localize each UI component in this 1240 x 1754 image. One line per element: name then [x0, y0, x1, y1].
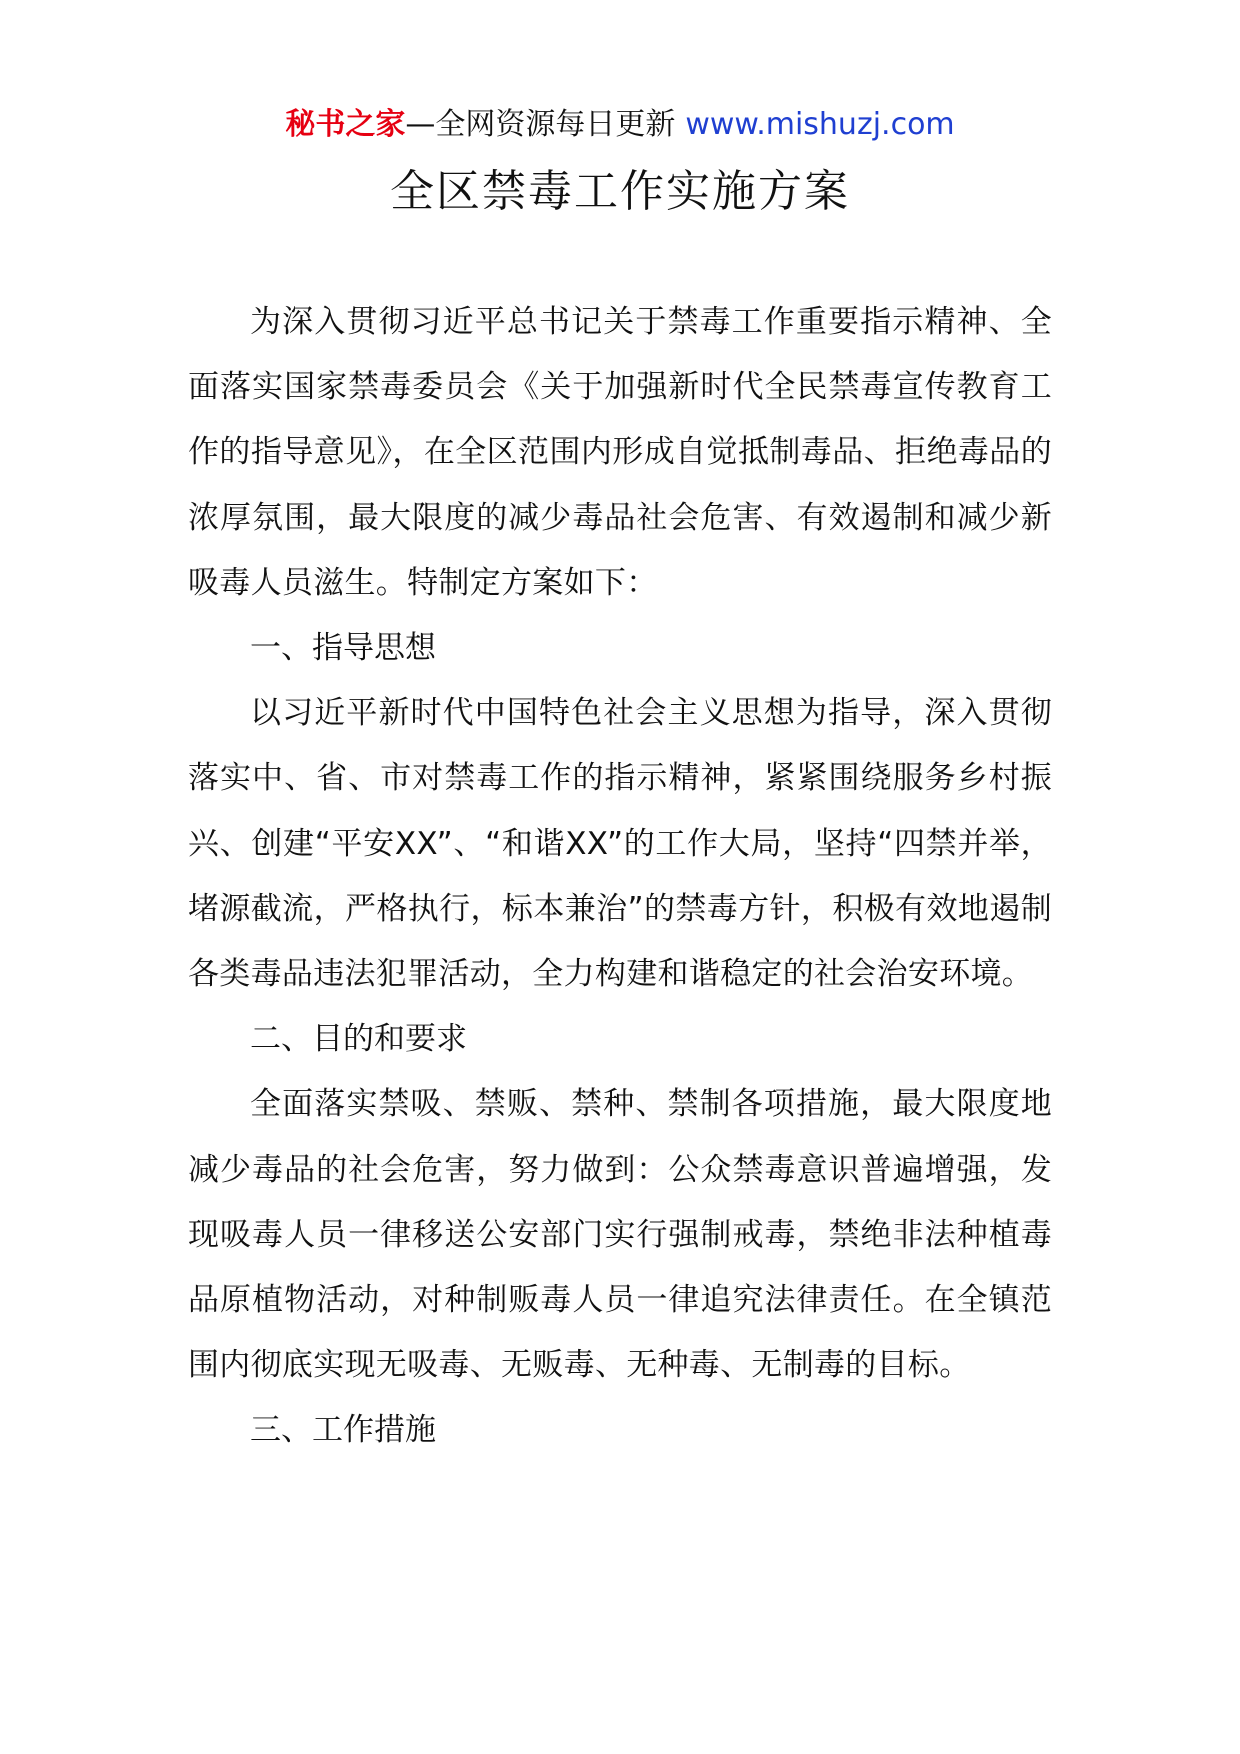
site-url-link[interactable]: www.mishuzj.com — [685, 107, 955, 142]
site-brand: 秘书之家 — [285, 107, 406, 142]
intro-paragraph: 为深入贯彻习近平总书记关于禁毒工作重要指示精神、全面落实国家禁毒委员会《关于加强新时代全民禁毒宣传教育工作的指导意见》，在全区范围内形成自觉抵制毒品、拒绝毒品的浓厚氛围，最大限度的减少毒品社会危害、有效遏制和减少新吸毒人员滋生。特制定方案如下： — [188, 304, 1052, 601]
document-title: 全区禁毒工作实施方案 — [390, 166, 850, 217]
site-header — [0, 100, 1240, 150]
section-paragraph-goals: 全面落实禁吸、禁贩、禁种、禁制各项措施，最大限度地减少毒品的社会危害，努力做到：公众禁毒意识普遍增强，发现吸毒人员一律移送公安部门实行强制戒毒，禁绝非法种植毒品原植物活动，对种制贩毒人员一律追究法律责任。在全镇范围内彻底实现无吸毒、无贩毒、无种毒、无制毒的目标。 — [188, 1086, 1052, 1384]
site-tagline: —全网资源每日更新 — [405, 107, 676, 142]
section-heading-measures: 三、工作措施 — [250, 1412, 436, 1449]
section-paragraph-guiding-thought: 以习近平新时代中国特色社会主义思想为指导，深入贯彻落实中、省、市对禁毒工作的指示精神，紧紧围绕服务乡村振兴、创建“平安XX”、“和谐XX”的工作大局，坚持“四禁并举，堵源截流，严格执行，标本兼治”的禁毒方针，积极有效地遏制各类毒品违法犯罪活动，全力构建和谐稳定的社会治安环境。 — [188, 695, 1052, 993]
document-body — [188, 290, 1052, 1464]
section-heading-guiding-thought: 一、指导思想 — [250, 630, 436, 667]
section-heading-goals: 二、目的和要求 — [250, 1021, 467, 1058]
